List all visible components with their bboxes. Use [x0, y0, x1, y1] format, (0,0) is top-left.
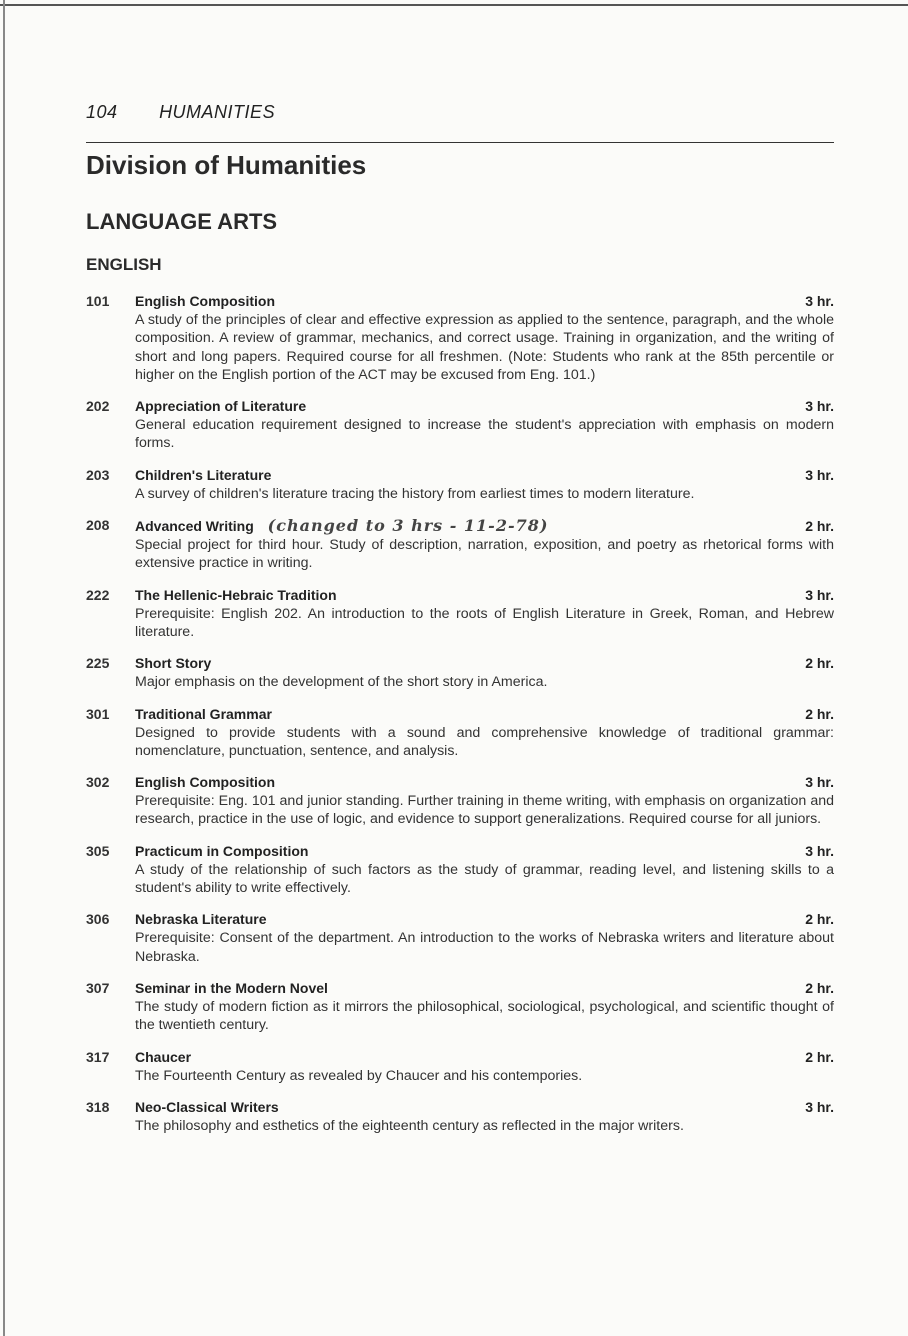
- top-edge-line: [0, 4, 908, 6]
- course-hours: 2 hr.: [805, 655, 834, 672]
- subheading: LANGUAGE ARTS: [86, 209, 278, 234]
- course-title: Neo-Classical Writers: [135, 1098, 279, 1115]
- course-title: Seminar in the Modern Novel: [135, 979, 328, 996]
- course-title: Practicum in Composition: [135, 842, 309, 859]
- course-entry: [86, 654, 834, 691]
- course-description: The study of modern fiction as it mirrors the philosophical, sociological, psychological, and scientific thought of the twentieth century.: [135, 998, 834, 1034]
- course-hours: 2 hr.: [805, 518, 834, 535]
- handwritten-note: (changed to 3 hrs - 11-2-78): [267, 516, 549, 536]
- course-hours: 2 hr.: [805, 705, 834, 722]
- course-entry: [86, 842, 834, 898]
- course-entry: [86, 705, 834, 761]
- course-title: Children's Literature: [135, 466, 272, 483]
- running-head: [86, 102, 275, 123]
- course-title-text: Advanced Writing: [135, 518, 254, 535]
- course-entry: [86, 979, 834, 1035]
- course-entry: [86, 292, 834, 384]
- course-number: 202: [86, 398, 110, 415]
- course-description: Prerequisite: Eng. 101 and junior standing. Further training in theme writing, with emphasis on organization and research, practice in the use of logic, and evidence to support generalizations. Required course for all juniors.: [135, 793, 834, 828]
- course-entry: [86, 1048, 834, 1085]
- course-number: 225: [86, 655, 110, 672]
- course-description: Special project for third hour. Study of description, narration, exposition, and poetry as rhetorical forms with extensive practice in writing.: [135, 537, 834, 572]
- course-title: The Hellenic-Hebraic Tradition: [135, 586, 337, 603]
- course-title: Short Story: [135, 655, 212, 672]
- course-description: A study of the principles of clear and effective expression as applied to the sentence, paragraph, and the whole composition. A review of grammar, mechanics, and correct usage. Training in organization, and the writing of short and long papers. Required course for all freshmen. (Note: Students who rank at the 85th percentile or higher on the English portion of the ACT may be excused from Eng. 101.): [135, 312, 834, 383]
- course-entry: [86, 1098, 834, 1135]
- course-number: 317: [86, 1048, 110, 1065]
- division-title: Division of Humanities: [86, 150, 367, 180]
- course-title: Nebraska Literature: [135, 911, 267, 928]
- course-description: General education requirement designed to increase the student's appreciation with emphasis on modern forms.: [135, 417, 834, 452]
- course-number: 101: [86, 293, 110, 309]
- course-hours: 2 hr.: [805, 1048, 834, 1065]
- course-entry: [86, 466, 834, 503]
- course-title: English Composition: [135, 774, 275, 791]
- left-edge-line: [3, 0, 5, 1336]
- course-hours: 3 hr.: [805, 774, 834, 791]
- course-title: Appreciation of Literature: [135, 398, 307, 415]
- course-title: [135, 516, 548, 536]
- course-hours: 3 hr.: [805, 293, 834, 309]
- course-number: 318: [86, 1098, 110, 1115]
- course-number: 208: [86, 517, 110, 534]
- course-hours: 3 hr.: [805, 466, 834, 483]
- course-hours: 3 hr.: [805, 586, 834, 603]
- course-list: [86, 292, 834, 1148]
- course-number: 307: [86, 979, 110, 996]
- course-description: A study of the relationship of such factors as the study of grammar, reading level, and listening skills to a student's ability to write effectively.: [135, 861, 834, 897]
- course-description: The Fourteenth Century as revealed by Chaucer and his contempories.: [135, 1067, 583, 1084]
- course-hours: 2 hr.: [805, 979, 834, 996]
- subsubheading: ENGLISH: [86, 255, 162, 274]
- course-title: Chaucer: [135, 1048, 192, 1065]
- course-hours: 3 hr.: [805, 842, 834, 859]
- course-description: The philosophy and esthetics of the eighteenth century as reflected in the major writers.: [135, 1117, 684, 1134]
- course-hours: 3 hr.: [805, 1098, 834, 1115]
- course-description: Designed to provide students with a sound and comprehensive knowledge of traditional grammar: nomenclature, punctuation, sentence, and analysis.: [135, 724, 834, 759]
- course-description: Prerequisite: English 202. An introduction to the roots of English Literature in Greek, Roman, and Hebrew literature.: [135, 605, 834, 640]
- course-entry: [86, 586, 834, 642]
- running-section: HUMANITIES: [159, 102, 276, 122]
- page-number: 104: [86, 102, 118, 122]
- course-description: Prerequisite: Consent of the department. An introduction to the works of Nebraska writers and literature about Nebraska.: [135, 930, 834, 965]
- course-number: 306: [86, 911, 110, 928]
- course-title: Traditional Grammar: [135, 705, 272, 722]
- course-hours: 3 hr.: [805, 398, 834, 415]
- course-entry: [86, 773, 834, 829]
- course-number: 222: [86, 586, 110, 603]
- course-title: English Composition: [135, 293, 275, 309]
- course-entry: [86, 910, 834, 966]
- course-number: 203: [86, 466, 110, 483]
- course-number: 301: [86, 705, 110, 722]
- course-description: Major emphasis on the development of the short story in America.: [135, 674, 548, 691]
- course-entry: [86, 516, 834, 573]
- course-description: A survey of children's literature tracing the history from earliest times to modern literature.: [135, 485, 695, 502]
- course-entry: [86, 397, 834, 453]
- course-hours: 2 hr.: [805, 911, 834, 928]
- header-rule: [86, 142, 834, 143]
- course-number: 302: [86, 774, 110, 791]
- course-number: 305: [86, 842, 110, 859]
